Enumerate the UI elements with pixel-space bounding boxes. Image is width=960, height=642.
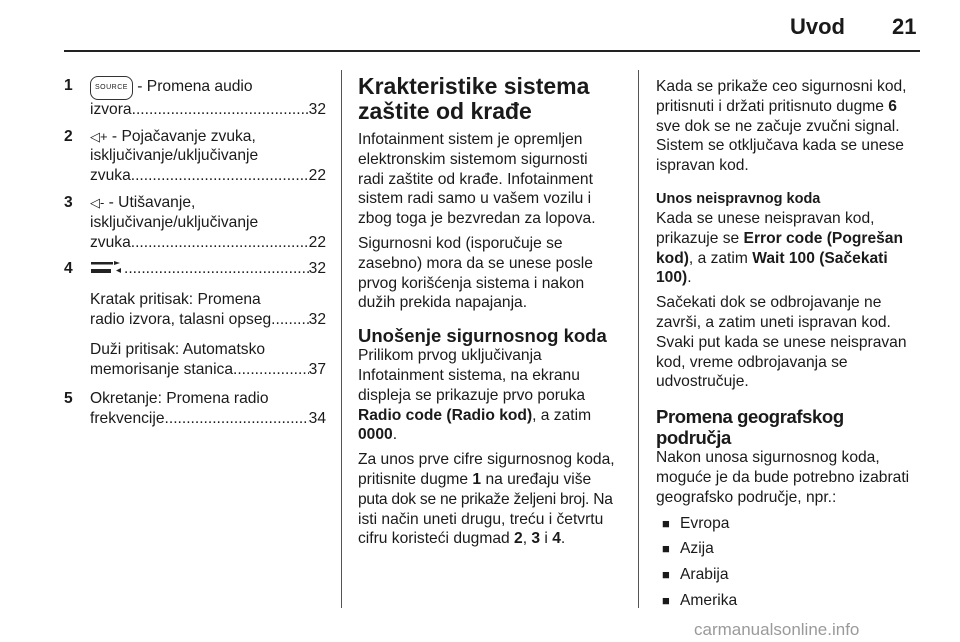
- list-subitem: [64, 290, 326, 330]
- item-text: frekvencije: [90, 410, 165, 428]
- text-line: završi, a zatim uneti ispravan kod.: [656, 313, 891, 331]
- code-entry-column: [656, 76, 922, 617]
- item-number: 4: [64, 260, 73, 278]
- list-item: [662, 539, 922, 559]
- text-line: Sačekati dok se odbrojavanje ne: [656, 294, 882, 312]
- list-item: [662, 565, 922, 585]
- section-title: [358, 74, 623, 124]
- text-line: [656, 268, 922, 288]
- list-item: [64, 389, 326, 429]
- text-line: radi zaštite od krađe. Infotainment: [358, 170, 593, 188]
- region-list: [656, 514, 922, 611]
- section-title-line: zaštite od krađe: [358, 98, 532, 124]
- list-item: [64, 76, 326, 120]
- inline-text: cifru koristeći dugmad: [358, 530, 514, 548]
- text-line: [656, 97, 922, 117]
- item-text: zvuka: [90, 233, 131, 251]
- text-line: Kada se unese neispravan kod,: [656, 209, 875, 227]
- text-line: Infotainment sistem je opremljen: [358, 131, 583, 148]
- text-line: Sigurnosni kod (isporučuje se: [358, 234, 563, 252]
- inline-text: .: [687, 269, 692, 287]
- radio-band-icon: [90, 259, 124, 280]
- button-ref: 3: [531, 530, 541, 548]
- item-number: 1: [64, 77, 73, 94]
- text-line: [656, 249, 922, 269]
- paragraph: [656, 448, 922, 507]
- inline-text: , a zatim: [688, 249, 753, 267]
- bullet-icon: ■: [662, 541, 670, 557]
- text-line: elektronskim sistemom sigurnosti: [358, 150, 588, 168]
- list-subitem: [64, 340, 326, 380]
- paragraph: [358, 234, 623, 313]
- display-message: kod): [656, 249, 689, 267]
- page-number: 21: [892, 14, 917, 39]
- text-line: Kada se prikaže ceo sigurnosni kod,: [656, 78, 907, 95]
- subsection-title: Unošenje sigurnosnog koda: [358, 325, 607, 347]
- bullet-icon: ■: [662, 567, 670, 583]
- inline-text: prikazuje se: [656, 229, 744, 247]
- paragraph: [358, 450, 623, 549]
- text-line: isti način uneti drugu, treću i četvrtu: [358, 510, 604, 528]
- item-text: - Utišavanje,: [104, 193, 196, 211]
- text-line: sve dok se ne začuje zvučni signal.: [656, 117, 900, 135]
- button-ref: 6: [888, 97, 897, 115]
- list-item-label: Azija: [680, 540, 714, 558]
- item-text: Okretanje: Promena radio: [90, 390, 269, 408]
- text-line: Sistem se otključava kada se unese: [656, 137, 904, 155]
- text-line: prvog korišćenja sistema i nakon: [358, 274, 585, 292]
- paragraph: [656, 209, 922, 288]
- theft-protection-column: [358, 73, 623, 554]
- page-header-title: Uvod: [790, 14, 845, 39]
- display-message: 0000: [358, 426, 393, 444]
- item-number: 2: [64, 127, 73, 145]
- text-line: zasebno) mora da se unese posle: [358, 254, 593, 272]
- text-line: zbog toga je bezvredan za lopova.: [358, 210, 596, 228]
- button-ref: 4: [552, 530, 561, 548]
- inline-text: pritisnite dugme: [358, 470, 473, 488]
- column-divider-2: [638, 70, 639, 608]
- text-line: [358, 406, 623, 426]
- list-item-label: Evropa: [680, 514, 730, 532]
- item-number: 3: [64, 193, 73, 211]
- text-line: [358, 529, 623, 549]
- text-line: geografsko područje, npr.:: [656, 488, 837, 506]
- column-divider-1: [341, 70, 342, 608]
- text-line: dužih prekida napajanja.: [358, 294, 528, 312]
- text-line: Svaki put kada se unese neispravan: [656, 333, 907, 351]
- list-item: [64, 193, 326, 252]
- list-item: [662, 514, 922, 534]
- item-text: zvuka: [90, 167, 131, 185]
- text-line: udvostručuje.: [656, 373, 749, 391]
- item-number: 5: [64, 390, 73, 408]
- volume-down-icon: ◁-: [90, 194, 105, 210]
- page-reference: 34: [308, 410, 326, 428]
- bullet-icon: ■: [662, 515, 670, 531]
- button-ref: 2: [514, 530, 523, 548]
- inline-text: .: [392, 426, 398, 444]
- page-reference: 32: [308, 100, 326, 118]
- text-line: [656, 229, 922, 249]
- controls-list-column: [64, 76, 326, 436]
- display-message: Wait 100 (Sačekati: [752, 249, 888, 267]
- section-title-line: Krakteristike sistema: [358, 73, 590, 99]
- inline-text: .: [560, 530, 566, 548]
- display-message: 100): [656, 269, 688, 287]
- item-text: Kratak pritisak: Promena: [90, 291, 261, 309]
- header-rule: [64, 50, 920, 52]
- text-line: sistem radi samo u vašem vozilu i: [358, 190, 592, 208]
- page-reference: 22: [308, 233, 326, 251]
- display-message: Radio code (Radio kod): [358, 406, 533, 424]
- text-line: moguće je da bude potrebno izabrati: [656, 468, 910, 486]
- inline-text: i: [540, 530, 553, 548]
- item-text: isključivanje/uključivanje: [90, 213, 259, 231]
- page-reference: 32: [308, 260, 326, 278]
- paragraph: [656, 293, 922, 392]
- text-line: ispravan kod.: [656, 157, 749, 175]
- list-item: [64, 127, 326, 186]
- subsection-title: Unos neispravnog koda: [656, 190, 821, 207]
- button-ref: 1: [472, 470, 482, 488]
- paragraph: [656, 77, 922, 176]
- watermark: carmanualsonline.info: [694, 620, 860, 639]
- inline-text: na uređaju više: [481, 470, 592, 488]
- inline-text: ,: [522, 530, 532, 548]
- item-text: - Promena audio: [132, 78, 253, 95]
- paragraph: [358, 346, 623, 445]
- item-text: - Pojačavanje zvuka,: [107, 127, 256, 145]
- source-button-icon: SOURCE: [90, 76, 133, 100]
- inline-text: , a zatim: [532, 406, 592, 424]
- text-line: displeja se prikazuje prvo poruka: [358, 386, 586, 404]
- item-text: izvora: [90, 100, 132, 118]
- item-text: isključivanje/uključivanje: [90, 147, 259, 165]
- display-message: Error code (Pogrešan: [743, 229, 903, 247]
- list-item: [64, 259, 326, 280]
- page-reference: 22: [308, 167, 326, 185]
- list-item-label: Amerika: [680, 591, 738, 609]
- item-text: radio izvora, talasni opseg: [90, 310, 272, 328]
- paragraph: [358, 130, 623, 229]
- subsection-title: Promena geografskog područja: [656, 406, 844, 449]
- text-line: Nakon unosa sigurnosnog koda,: [656, 449, 880, 467]
- item-text: memorisanje stanica: [90, 360, 234, 378]
- list-item: [662, 591, 922, 611]
- list-item-label: Arabija: [680, 566, 729, 584]
- page-reference: 37: [308, 360, 326, 378]
- text-line: Infotainment sistema, na ekranu: [358, 366, 580, 384]
- volume-up-icon: ◁+: [90, 128, 108, 144]
- page-reference: 32: [308, 310, 326, 328]
- text-line: Prilikom prvog uključivanja: [358, 347, 542, 365]
- text-line: puta dok se ne prikaže željeni broj. Na: [358, 490, 613, 508]
- text-line: [358, 470, 623, 490]
- item-text: Duži pritisak: Automatsko: [90, 340, 266, 358]
- text-line: kod, vreme odbrojavanja se: [656, 353, 848, 371]
- bullet-icon: ■: [662, 592, 670, 608]
- inline-text: pritisnuti i držati pritisnuto dugme: [656, 97, 889, 115]
- text-line: Za unos prve cifre sigurnosnog koda,: [358, 451, 615, 469]
- text-line: [358, 425, 623, 445]
